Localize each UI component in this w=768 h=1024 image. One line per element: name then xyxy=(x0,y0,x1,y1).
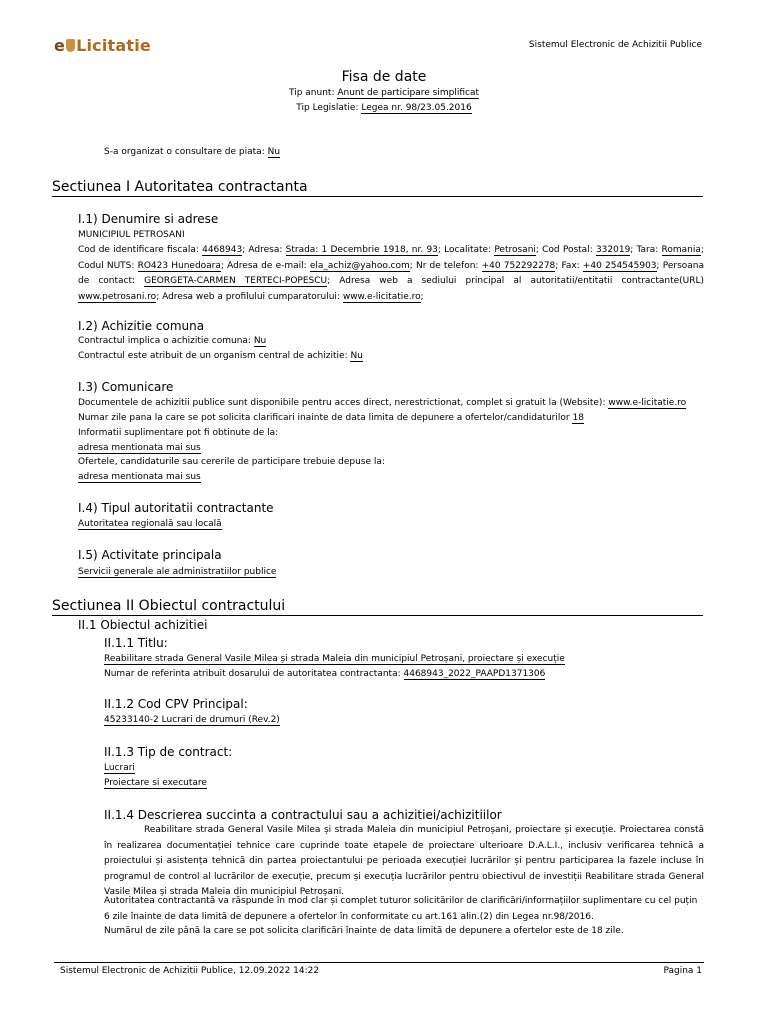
description-paragraph-1: Reabilitare strada General Vasile Milea și strada Maleia din municipiul Petroșani, proiectare și execuție. Proiectarea constă în realizarea documentației tehnice care cuprinde toate etapele de proiectare ulterioare D.A.L.I., inclusiv verificarea tehnică a proiectului și asistența tehnică din partea proiectantului pe perioada execuției lucrărilor și pentru participarea la fazele incluse în programul de control al lucrărilor de execuție, precum și execuția lucrărilor pentru obiectivul de investiții Reabilitare strada General Vasile Milea și strada Maleia din municipiul Petroșani. xyxy=(104,825,704,897)
heading-1-5: I.5) Activitate principala xyxy=(78,548,222,562)
footer-system-date: Sistemul Electronic de Achizitii Publice, 12.09.2022 14:22 xyxy=(60,966,320,976)
heading-1-1: I.1) Denumire si adrese xyxy=(78,212,219,226)
info-label: Informatii suplimentare pot fi obtinute de la: xyxy=(78,428,279,438)
heading-2-1: II.1 Obiectul achizitiei xyxy=(78,618,208,632)
heading-2-1-1: II.1.1 Titlu: xyxy=(104,636,168,650)
heading-1-2: I.2) Achizitie comuna xyxy=(78,319,205,333)
description-paragraph-3: Numărul de zile până la care se pot solicita clarificări înainte de data limită de depunere a ofertelor este de 18 zile. xyxy=(104,926,624,936)
offers-value: adresa mentionata mai sus xyxy=(78,472,201,482)
notice-type: Tip anunt: Anunt de participare simplificat xyxy=(289,88,479,98)
heading-1-3: I.3) Comunicare xyxy=(78,380,174,394)
clarification-days: Numar zile pana la care se pot solicita clarificari inainte de data limita de depunere a ofertelor/candidaturilor 18 xyxy=(78,413,584,423)
elicitatie-logo xyxy=(54,36,151,55)
central-body: Contractul este atribuit de un organism central de achizitie: Nu xyxy=(78,351,363,361)
cpv-code: 45233140-2 Lucrari de drumuri (Rev.2) xyxy=(104,715,280,725)
legislation-type: Tip Legislatie: Legea nr. 98/23.05.2016 xyxy=(296,103,472,113)
page-number: Pagina 1 xyxy=(663,966,702,976)
reference-number: Numar de referinta atribuit dosarului de autoritatea contractanta: 4468943_2022_PAAPD1371306 xyxy=(104,669,546,679)
system-name: Sistemul Electronic de Achizitii Publice xyxy=(528,40,702,50)
documents-access: Documentele de achizitii publice sunt disponibile pentru acces direct, nerestrictionat, complet si gratuit la (Website): www.e-licitatie.ro xyxy=(78,398,687,408)
authority-name: MUNICIPIUL PETROSANI xyxy=(78,230,185,240)
section-2-title: Sectiunea II Obiectul contractului xyxy=(52,598,703,616)
offers-label: Ofertele, candidaturile sau cererile de participare trebuie depuse la: xyxy=(78,457,385,467)
logo-badge-icon xyxy=(66,39,75,52)
section-1-title: Sectiunea I Autoritatea contractanta xyxy=(52,179,703,197)
info-value: adresa mentionata mai sus xyxy=(78,443,201,453)
page-title: Fisa de date xyxy=(341,69,427,85)
heading-2-1-4: II.1.4 Descrierea succinta a contractului sau a achizitiei/achizitiilor xyxy=(104,808,502,822)
contract-type: Lucrari xyxy=(104,763,135,773)
description-paragraph-2: Autoritatea contractantă va răspunde în mod clar și complet tuturor solicitărilor de clarificări/informațiilor suplimentare cu cel puțin 6 zile înainte de data limită de depunere a ofertelor în conformitate cu art.161 alin.(2) din Legea nr.98/2016. xyxy=(104,896,698,922)
contract-type-detail: Proiectare si executare xyxy=(104,778,207,788)
main-activity: Servicii generale ale administratiilor publice xyxy=(78,567,277,577)
authority-type: Autoritatea regională sau locală xyxy=(78,519,222,529)
footer-divider xyxy=(54,962,704,963)
heading-2-1-3: II.1.3 Tip de contract: xyxy=(104,745,233,759)
logo-e: e xyxy=(54,36,66,55)
contract-title: Reabilitare strada General Vasile Milea și strada Maleia din municipiul Petroșani, proiectare și execuție xyxy=(104,654,565,664)
joint-procurement: Contractul implica o achizitie comuna: Nu xyxy=(78,336,267,346)
market-consultation: S-a organizat o consultare de piata: Nu xyxy=(104,147,281,157)
heading-1-4: I.4) Tipul autoritatii contractante xyxy=(78,501,274,515)
authority-details: Cod de identificare fiscala: 4468943; Adresa: Strada: 1 Decembrie 1918, nr. 93; Localitate: Petrosani; Cod Postal: 332019; Tara: Romania; Codul NUTS: RO423 Hunedoara; Adresa de e-mail: ela_achiz@yahoo.com; Nr de telefon: +40 752292278; Fax: +40 254545903; Persoana de contact: GEORGETA-CARMEN TERTECI-POPESCU; Adresa web a sediului principal al autoritatii/entitatii contractante(URL) www.petrosani.ro; Adresa web a profilului cumparatorului: www.e-licitatie.ro; xyxy=(78,245,705,302)
logo-text: Licitatie xyxy=(76,36,151,55)
heading-2-1-2: II.1.2 Cod CPV Principal: xyxy=(104,697,248,711)
